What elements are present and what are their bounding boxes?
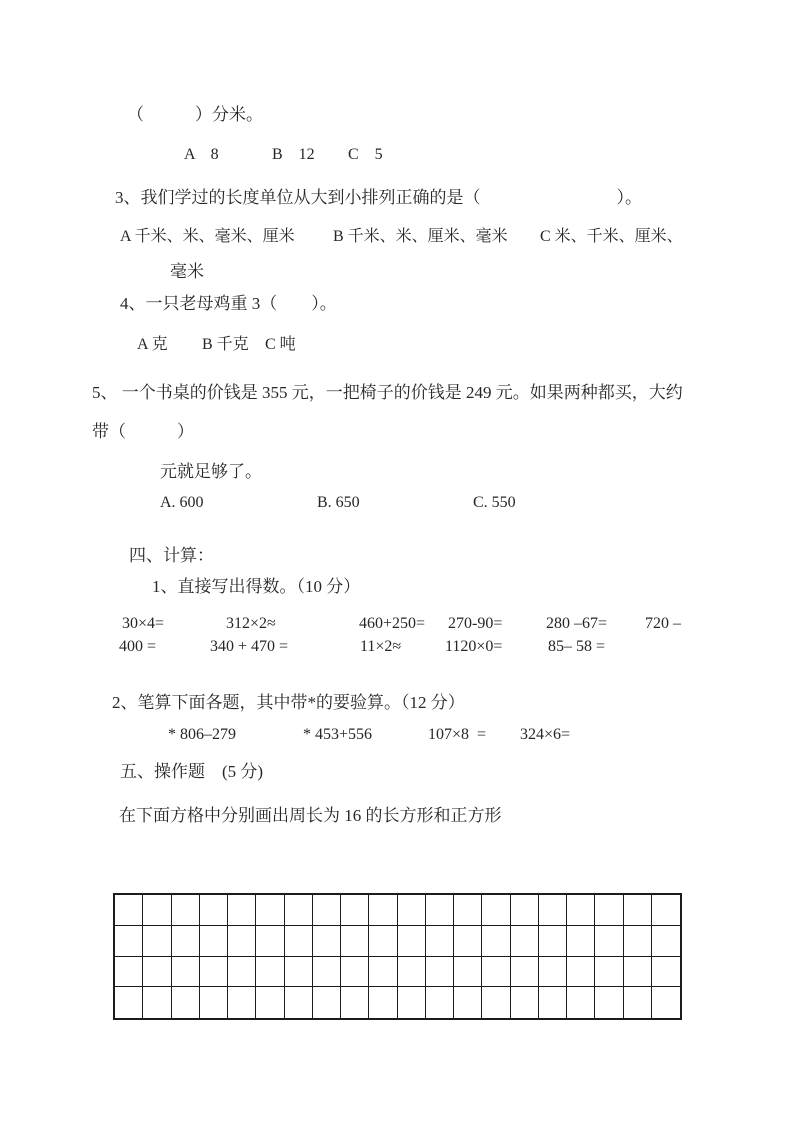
grid-cell: [285, 926, 313, 957]
q5-stem-line2: 带（ ）: [92, 422, 194, 441]
grid-cell: [143, 957, 171, 988]
grid-cell: [313, 987, 341, 1018]
grid-cell: [454, 895, 482, 926]
q3-option-c: C 米、千米、厘米、: [540, 228, 683, 245]
grid-cell: [482, 987, 510, 1018]
grid-cell: [398, 895, 426, 926]
grid-cell: [143, 987, 171, 1018]
grid-cell: [567, 926, 595, 957]
grid-cell: [143, 895, 171, 926]
q5-option-b: B. 650: [317, 494, 360, 511]
grid-cell: [426, 926, 454, 957]
grid-cell: [313, 895, 341, 926]
grid-cell: [511, 895, 539, 926]
equation: 460+250=: [359, 615, 426, 632]
grid-cell: [595, 895, 623, 926]
grid-cell: [369, 957, 397, 988]
q5-option-c: C. 550: [473, 494, 516, 511]
section5-description: 在下面方格中分别画出周长为 16 的长方形和正方形: [119, 806, 502, 825]
grid-cell: [454, 987, 482, 1018]
grid-cell: [595, 926, 623, 957]
grid-cell: [539, 987, 567, 1018]
equation: 107×8 =: [428, 726, 487, 743]
calc-direct-title: 1、直接写出得数。（10 分）: [152, 577, 361, 596]
equation: 30×4=: [122, 615, 165, 632]
grid-cell: [256, 987, 284, 1018]
grid-cell: [624, 895, 652, 926]
section4-title: 四、计算：: [129, 546, 214, 565]
equation: 324×6=: [520, 726, 571, 743]
q3-stem: 3、我们学过的长度单位从大到小排列正确的是（ ）。: [115, 188, 642, 207]
grid-cell: [115, 987, 143, 1018]
grid-cell: [539, 957, 567, 988]
grid-cell: [398, 926, 426, 957]
equation: 312×2≈: [226, 615, 276, 632]
q2-option-a: A 8: [184, 146, 219, 163]
grid-cell: [482, 926, 510, 957]
equation: 11×2≈: [360, 638, 402, 655]
q5-options-row: [0, 494, 793, 518]
grid-cell: [256, 926, 284, 957]
q4-stem: 4、一只老母鸡重 3（ ）。: [120, 294, 337, 313]
grid-cell: [426, 957, 454, 988]
q4-option-a: A 克: [137, 336, 168, 353]
equation: 270-90=: [448, 615, 503, 632]
grid-cell: [341, 895, 369, 926]
grid-cell: [115, 926, 143, 957]
calc-written-title: 2、笔算下面各题，其中带*的要验算。（12 分）: [112, 693, 465, 712]
grid-cell: [369, 895, 397, 926]
grid-cell: [652, 926, 680, 957]
equation: * 806–279: [168, 726, 236, 743]
q5-option-a: A. 600: [160, 494, 204, 511]
q3-option-a: A 千米、米、毫米、厘米: [120, 228, 295, 245]
grid-cell: [341, 987, 369, 1018]
grid-cell: [200, 957, 228, 988]
grid-cell: [285, 987, 313, 1018]
grid-cell: [652, 957, 680, 988]
grid-cell: [426, 895, 454, 926]
equation: 340 + 470 =: [210, 638, 289, 655]
grid-cell: [567, 895, 595, 926]
grid-cell: [398, 957, 426, 988]
grid-cell: [115, 895, 143, 926]
grid-cell: [200, 895, 228, 926]
grid-cell: [200, 987, 228, 1018]
q5-stem-line3: 元就足够了。: [160, 462, 262, 481]
grid-cell: [652, 987, 680, 1018]
grid-cell: [482, 957, 510, 988]
grid-cell: [256, 895, 284, 926]
drawing-grid: [113, 893, 682, 1020]
grid-cell: [624, 987, 652, 1018]
grid-cell: [228, 957, 256, 988]
q2-option-b: B 12: [272, 146, 315, 163]
grid-cell: [595, 957, 623, 988]
q3-options-row: [0, 223, 793, 247]
q3-option-b: B 千米、米、厘米、毫米: [333, 228, 508, 245]
grid-cell: [341, 926, 369, 957]
grid-cell: [652, 895, 680, 926]
grid-cell: [369, 987, 397, 1018]
grid-cell: [313, 957, 341, 988]
equation: 400 =: [119, 638, 157, 655]
grid-cell: [228, 895, 256, 926]
grid-cell: [567, 987, 595, 1018]
grid-cell: [454, 926, 482, 957]
equation: 280 –67=: [546, 615, 608, 632]
q4-options-row: [0, 331, 793, 355]
grid-cell: [454, 957, 482, 988]
grid-cell: [172, 957, 200, 988]
grid-cell: [539, 926, 567, 957]
grid-cell: [172, 987, 200, 1018]
grid-cell: [624, 957, 652, 988]
grid-cell: [567, 957, 595, 988]
grid-cell: [482, 895, 510, 926]
grid-cell: [511, 926, 539, 957]
calc-direct-row1: [0, 615, 793, 639]
grid-cell: [511, 987, 539, 1018]
q2-options-row: [0, 141, 793, 165]
grid-cell: [341, 957, 369, 988]
q2-stem-tail: （ ）分米。: [127, 105, 263, 124]
grid-cell: [228, 926, 256, 957]
grid-cell: [398, 987, 426, 1018]
grid-cell: [172, 895, 200, 926]
q2-option-c: C 5: [348, 146, 383, 163]
grid-cell: [313, 926, 341, 957]
grid-cell: [285, 957, 313, 988]
grid-cell: [256, 957, 284, 988]
calc-written-row: [0, 726, 793, 750]
calc-direct-row2: [0, 638, 793, 662]
equation: * 453+556: [303, 726, 373, 743]
grid-cell: [511, 957, 539, 988]
grid-cell: [595, 987, 623, 1018]
equation: 85– 58 =: [548, 638, 606, 655]
equation: 720 –: [645, 615, 681, 632]
q3-option-c-wrap: 毫米: [170, 262, 204, 281]
grid-cell: [285, 895, 313, 926]
grid-cell: [115, 957, 143, 988]
grid-cell: [143, 926, 171, 957]
q4-option-c: C 吨: [265, 336, 296, 353]
grid-cell: [200, 926, 228, 957]
q5-stem-line1: 5、 一个书桌的价钱是 355 元，一把椅子的价钱是 249 元。如果两种都买，大约: [92, 383, 683, 402]
grid-cell: [426, 987, 454, 1018]
grid-cell: [369, 926, 397, 957]
section5-title: 五、操作题 (5 分): [120, 762, 264, 781]
grid-cell: [172, 926, 200, 957]
q4-option-b: B 千克: [202, 336, 249, 353]
equation: 1120×0=: [445, 638, 503, 655]
grid-cell: [624, 926, 652, 957]
grid-cell: [228, 987, 256, 1018]
grid-cell: [539, 895, 567, 926]
